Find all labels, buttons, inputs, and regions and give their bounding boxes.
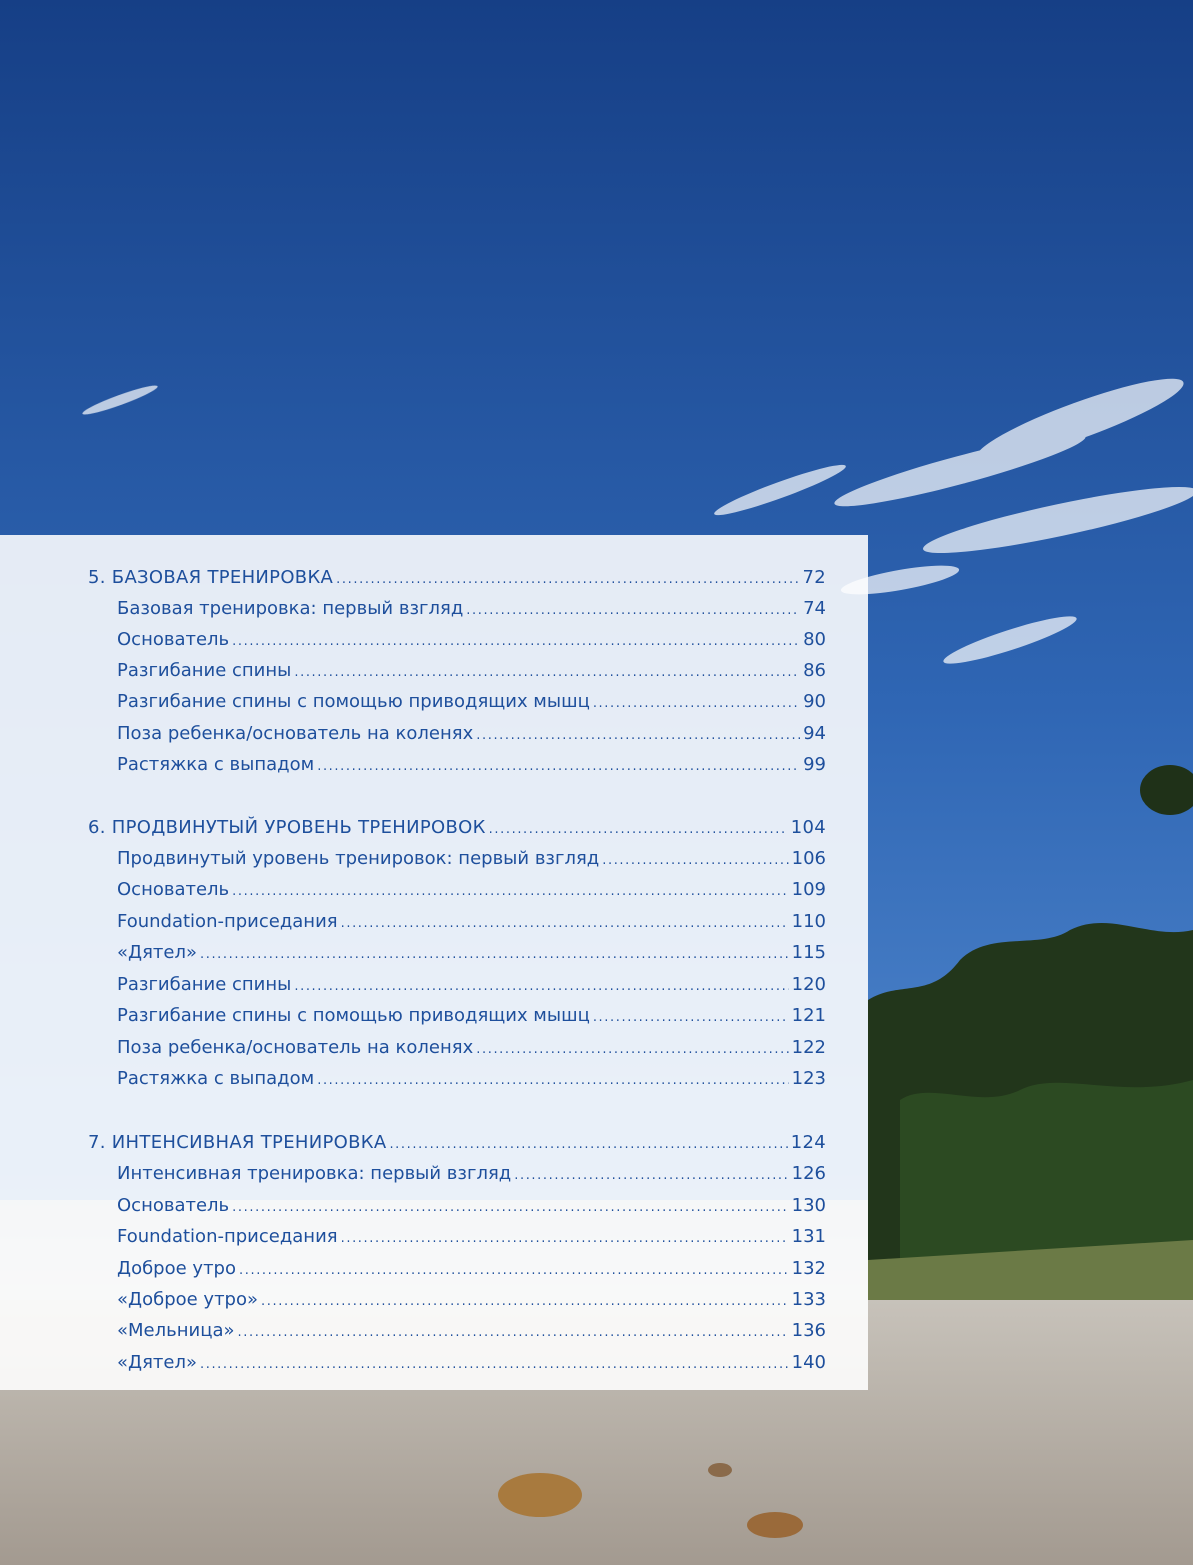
toc-page-number: 94 [803,723,826,744]
toc-entry-row[interactable] [117,1256,826,1282]
toc-page-number: 115 [791,942,826,963]
toc-leader-dots [317,1068,788,1094]
toc-entry-title: Основатель [117,879,230,900]
toc-leader-dots [232,629,800,655]
toc-leader-dots [514,1163,788,1189]
toc-leader-dots [239,1258,789,1284]
toc-leader-dots [200,1352,789,1378]
toc-entry-title: Основатель [117,1195,230,1216]
toc-leader-dots [593,1005,789,1031]
toc-page-number: 121 [791,1005,826,1026]
toc-entry-title: Продвинутый уровень тренировок: первый взгляд [117,848,600,869]
toc-page-number: 124 [790,1132,826,1153]
toc-entry-title: Интенсивная тренировка: первый взгляд [117,1163,512,1184]
toc-chapter-row[interactable] [88,815,826,841]
toc-leader-dots [261,1289,789,1315]
toc-chapter-title: 5. БАЗОВАЯ ТРЕНИРОВКА [88,567,334,588]
toc-leader-dots [232,1195,788,1221]
toc-page-number: 133 [791,1289,826,1310]
toc-leader-dots [466,598,800,624]
toc-page-number: 104 [790,817,826,838]
toc-page-number: 110 [791,911,826,932]
toc-entry-title: Поза ребенка/основатель на коленях [117,1037,474,1058]
toc-entry-row[interactable] [117,1161,826,1187]
toc-chapter-row[interactable] [88,1130,826,1156]
toc-entry-row[interactable] [117,1224,826,1250]
toc-page-number: 131 [791,1226,826,1247]
toc-entry-title: Разгибание спины [117,974,292,995]
toc-chapter-title: 7. ИНТЕНСИВНАЯ ТРЕНИРОВКА [88,1132,387,1153]
toc-leader-dots [476,1037,788,1063]
toc-entry-title: Растяжка с выпадом [117,754,315,775]
toc-page-number: 122 [791,1037,826,1058]
toc-leader-dots [336,567,799,593]
toc-entry-title: Разгибание спины [117,660,292,681]
toc-entry-title: «Дятел» [117,942,197,963]
toc-entry-title: Foundation-приседания [117,911,338,932]
toc-entry-row[interactable] [117,1318,826,1344]
toc-page-number: 80 [803,629,826,650]
toc-leader-dots [593,691,800,717]
toc-entry-title: Базовая тренировка: первый взгляд [117,598,464,619]
toc-page-number: 136 [791,1320,826,1341]
toc-page-number: 120 [791,974,826,995]
toc-entry-row[interactable] [117,721,826,747]
toc-page-number: 74 [803,598,826,619]
toc-entry-title: Разгибание спины с помощью приводящих мышц [117,1005,590,1026]
toc-leader-dots [294,660,800,686]
toc-entry-row[interactable] [117,658,826,684]
toc-chapter-title: 6. ПРОДВИНУТЫЙ УРОВЕНЬ ТРЕНИРОВОК [88,817,486,838]
toc-entry-title: Доброе утро [117,1258,236,1279]
toc-leader-dots [489,817,788,843]
toc-entry-row[interactable] [117,972,826,998]
toc-entry-row[interactable] [117,940,826,966]
toc-page-number: 109 [791,879,826,900]
toc-entry-title: Foundation-приседания [117,1226,338,1247]
toc-entry-title: «Дятел» [117,1352,197,1373]
toc-page-number: 90 [803,691,826,712]
toc-page-number: 99 [803,754,826,775]
toc-page-number: 72 [802,567,826,588]
toc-entry-row[interactable] [117,1350,826,1376]
toc-leader-dots [341,911,789,937]
toc-page-number: 126 [791,1163,826,1184]
toc-leader-dots [200,942,789,968]
toc-entry-row[interactable] [117,1066,826,1092]
toc-entry-title: Основатель [117,629,230,650]
toc-entry-row[interactable] [117,627,826,653]
toc-leader-dots [238,1320,789,1346]
toc-entry-row[interactable] [117,909,826,935]
toc-leader-dots [476,723,800,749]
toc-entry-row[interactable] [117,846,826,872]
toc-entry-title: «Мельница» [117,1320,235,1341]
toc-leader-dots [232,879,788,905]
toc-entry-row[interactable] [117,1035,826,1061]
toc-leader-dots [602,848,788,874]
toc-page-number: 140 [791,1352,826,1373]
toc-leader-dots [389,1132,787,1158]
toc-page-number: 130 [791,1195,826,1216]
toc-page-number: 86 [803,660,826,681]
toc-leader-dots [317,754,800,780]
toc-entry-row[interactable] [117,1287,826,1313]
toc-entry-row[interactable] [117,1193,826,1219]
toc-entry-title: Растяжка с выпадом [117,1068,315,1089]
toc-leader-dots [294,974,788,1000]
toc-entry-row[interactable] [117,689,826,715]
toc-entry-row[interactable] [117,1003,826,1029]
toc-leader-dots [341,1226,789,1252]
toc-entry-row[interactable] [117,752,826,778]
toc-page-number: 106 [791,848,826,869]
toc-chapter-row[interactable] [88,565,826,591]
toc-entry-title: Поза ребенка/основатель на коленях [117,723,474,744]
toc-entry-row[interactable] [117,596,826,622]
table-of-contents [0,535,868,1390]
toc-entry-row[interactable] [117,877,826,903]
toc-page-number: 132 [791,1258,826,1279]
toc-entry-title: «Доброе утро» [117,1289,259,1310]
toc-entry-title: Разгибание спины с помощью приводящих мышц [117,691,590,712]
toc-page-number: 123 [791,1068,826,1089]
